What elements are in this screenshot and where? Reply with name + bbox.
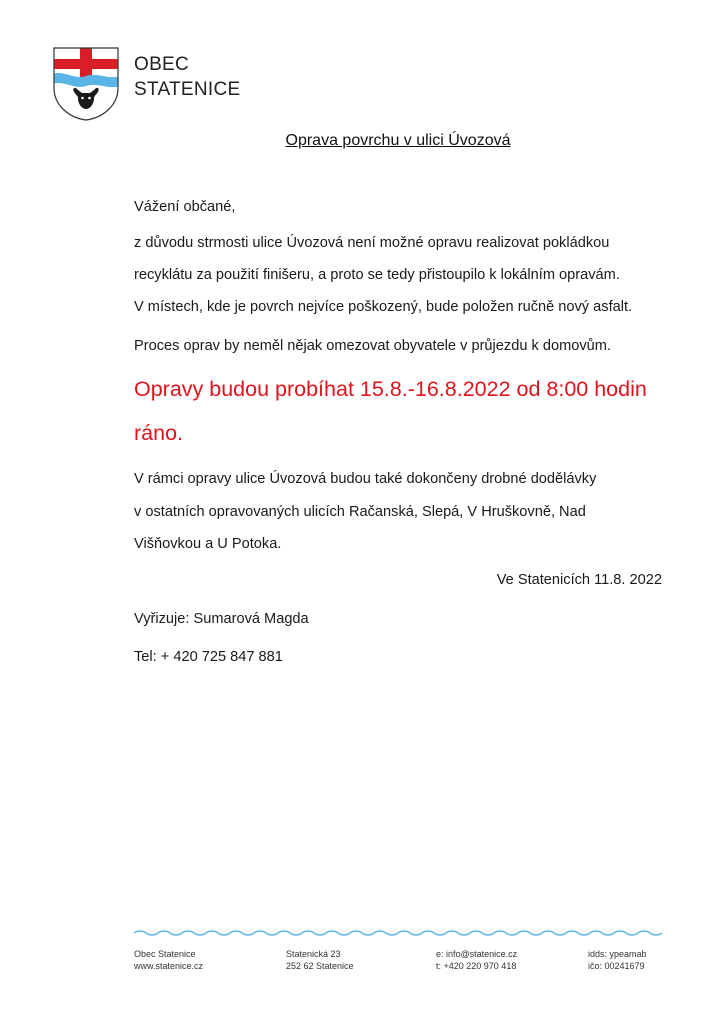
- org-line-1: OBEC: [134, 54, 190, 75]
- footer-email-link[interactable]: e: info@statenice.cz: [436, 949, 518, 959]
- footer-phone: t: +420 220 970 418: [436, 961, 517, 971]
- footer-col-municipality: [134, 948, 203, 972]
- date-place: Ve Statenicích 11.8. 2022: [496, 572, 662, 588]
- paragraph-3-line-1: V rámci opravy ulice Úvozová budou také dokončeny drobné dodělávky: [134, 471, 597, 487]
- paragraph-1-line-2: recyklátu za použití finišeru, a proto se tedy přistoupilo k lokálním opravám.: [134, 267, 620, 283]
- paragraph-2: Proces oprav by neměl nějak omezovat obyvatele v průjezdu k domovům.: [134, 338, 611, 354]
- footer-col-address: [286, 948, 354, 972]
- municipality-name: [134, 52, 241, 102]
- paragraph-3-line-3: Višňovkou a U Potoka.: [134, 536, 282, 552]
- paragraph-1-line-3: V místech, kde je povrch nejvíce poškozený, bude položen ručně nový asfalt.: [134, 299, 633, 315]
- paragraph-3-line-2: v ostatních opravovaných ulicích Račanská, Slepá, V Hruškovně, Nad: [134, 504, 586, 520]
- highlight-line-1: Opravy budou probíhat 15.8.-16.8.2022 od 8:00 hodin: [134, 377, 647, 401]
- footer-ico: ičo: 00241679: [588, 961, 645, 971]
- footer-street: Statenická 23: [286, 949, 341, 959]
- footer-col-contact: [436, 948, 517, 972]
- phone: Tel: + 420 725 847 881: [134, 649, 283, 665]
- greeting: Vážení občané,: [134, 199, 236, 215]
- footer-city: 252 62 Statenice: [286, 961, 354, 971]
- footer-databox-id: idds: ypeamab: [588, 949, 647, 959]
- highlight-line-2: ráno.: [134, 421, 184, 445]
- footer-wave-divider: [134, 928, 662, 938]
- handler: Vyřizuje: Sumarová Magda: [134, 611, 309, 627]
- coat-of-arms-logo: [52, 46, 120, 122]
- footer-org-name: Obec Statenice: [134, 949, 196, 959]
- footer-col-ids: [588, 948, 647, 972]
- document-title: Oprava povrchu v ulici Úvozová: [285, 132, 511, 149]
- footer-website-link[interactable]: www.statenice.cz: [134, 961, 204, 971]
- paragraph-1-line-1: z důvodu strmosti ulice Úvozová není možné opravu realizovat pokládkou: [134, 235, 610, 251]
- org-line-2: STATENICE: [134, 79, 241, 100]
